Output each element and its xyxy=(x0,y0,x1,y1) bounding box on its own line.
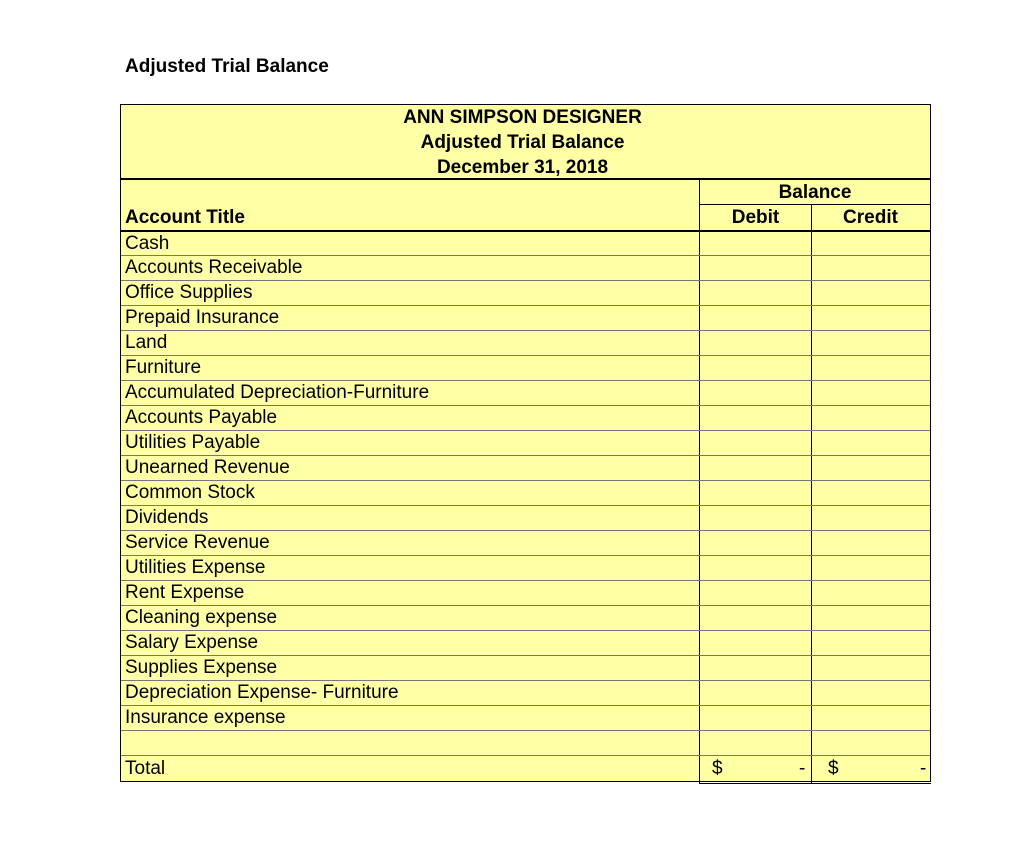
trial-balance-sheet xyxy=(120,104,931,782)
debit-cell[interactable] xyxy=(700,232,811,256)
table-row xyxy=(121,630,930,655)
debit-cell[interactable] xyxy=(700,331,811,355)
debit-cell[interactable] xyxy=(700,256,811,280)
table-row xyxy=(121,555,930,580)
credit-cell[interactable] xyxy=(812,381,930,405)
credit-cell[interactable] xyxy=(812,256,930,280)
account-title: Accumulated Depreciation-Furniture xyxy=(125,382,430,403)
account-title: Office Supplies xyxy=(125,282,253,303)
credit-cell[interactable] xyxy=(812,406,930,430)
account-title: Accounts Payable xyxy=(125,407,278,428)
credit-cell[interactable] xyxy=(812,531,930,555)
credit-cell[interactable] xyxy=(812,281,930,305)
debit-cell[interactable] xyxy=(700,606,811,630)
table-row xyxy=(121,330,930,355)
statement-title: Adjusted Trial Balance xyxy=(420,132,625,153)
debit-cell[interactable] xyxy=(700,506,811,530)
debit-cell[interactable] xyxy=(700,531,811,555)
credit-cell[interactable] xyxy=(812,356,930,380)
account-title: Supplies Expense xyxy=(125,657,278,678)
account-title: Land xyxy=(125,332,168,353)
debit-cell[interactable] xyxy=(700,706,811,730)
debit-cell[interactable] xyxy=(700,656,811,680)
account-title: Furniture xyxy=(125,357,202,378)
table-row xyxy=(121,255,930,280)
debit-cell[interactable] xyxy=(700,281,811,305)
table-row xyxy=(121,605,930,630)
balance-header: Balance xyxy=(778,182,852,203)
debit-cell[interactable] xyxy=(700,481,811,505)
debit-cell[interactable] xyxy=(700,681,811,705)
credit-cell[interactable] xyxy=(812,506,930,530)
credit-cell[interactable] xyxy=(812,706,930,730)
table-row xyxy=(121,655,930,680)
account-title: Unearned Revenue xyxy=(125,457,290,478)
table-row xyxy=(121,380,930,405)
table-row xyxy=(121,230,930,255)
account-title: Dividends xyxy=(125,507,209,528)
account-rows xyxy=(121,230,930,781)
debit-cell[interactable] xyxy=(700,631,811,655)
account-title: Service Revenue xyxy=(125,532,270,553)
table-row xyxy=(121,305,930,330)
credit-cell[interactable] xyxy=(812,581,930,605)
credit-header: Credit xyxy=(843,207,898,228)
debit-cell[interactable] xyxy=(700,356,811,380)
account-title: Accounts Receivable xyxy=(125,257,303,278)
account-title-header: Account Title xyxy=(125,207,245,228)
total-row xyxy=(121,755,930,781)
credit-cell[interactable] xyxy=(812,556,930,580)
debit-cell[interactable] xyxy=(700,731,811,755)
debit-cell[interactable] xyxy=(700,556,811,580)
credit-cell[interactable] xyxy=(812,681,930,705)
credit-cell[interactable] xyxy=(812,731,930,755)
table-row xyxy=(121,480,930,505)
debit-cell[interactable] xyxy=(700,381,811,405)
credit-cell[interactable] xyxy=(812,456,930,480)
debit-cell[interactable] xyxy=(700,406,811,430)
debit-cell[interactable] xyxy=(700,581,811,605)
credit-total-value: - xyxy=(920,758,927,779)
statement-date: December 31, 2018 xyxy=(436,157,609,178)
credit-total-currency: $ xyxy=(828,758,839,779)
account-title: Utilities Payable xyxy=(125,432,261,453)
credit-cell[interactable] xyxy=(812,631,930,655)
account-title: Cash xyxy=(125,233,170,254)
table-row xyxy=(121,580,930,605)
credit-cell[interactable] xyxy=(812,481,930,505)
table-row xyxy=(121,430,930,455)
account-title: Rent Expense xyxy=(125,582,245,603)
credit-cell[interactable] xyxy=(812,232,930,256)
account-title: Cleaning expense xyxy=(125,607,278,628)
total-double-underline xyxy=(699,781,931,784)
page-heading: Adjusted Trial Balance xyxy=(125,56,329,77)
table-row xyxy=(121,505,930,530)
account-title: Salary Expense xyxy=(125,632,259,653)
account-title: Common Stock xyxy=(125,482,255,503)
table-row xyxy=(121,680,930,705)
table-row xyxy=(121,730,930,755)
debit-total-value: - xyxy=(799,758,806,779)
credit-cell[interactable] xyxy=(812,656,930,680)
credit-cell[interactable] xyxy=(812,431,930,455)
account-title: Prepaid Insurance xyxy=(125,307,280,328)
debit-cell[interactable] xyxy=(700,306,811,330)
table-row xyxy=(121,530,930,555)
account-title: Utilities Expense xyxy=(125,557,266,578)
credit-cell[interactable] xyxy=(812,306,930,330)
statement-header xyxy=(121,105,930,180)
table-row xyxy=(121,405,930,430)
table-row xyxy=(121,455,930,480)
debit-cell[interactable] xyxy=(700,456,811,480)
account-title: Insurance expense xyxy=(125,707,286,728)
account-title: Depreciation Expense- Furniture xyxy=(125,682,399,703)
company-name: ANN SIMPSON DESIGNER xyxy=(403,107,642,128)
table-row xyxy=(121,355,930,380)
debit-total-currency: $ xyxy=(712,758,723,779)
debit-header: Debit xyxy=(731,207,780,228)
table-row xyxy=(121,705,930,730)
credit-cell[interactable] xyxy=(812,606,930,630)
total-label: Total xyxy=(125,758,166,779)
debit-cell[interactable] xyxy=(700,431,811,455)
credit-cell[interactable] xyxy=(812,331,930,355)
table-row xyxy=(121,280,930,305)
